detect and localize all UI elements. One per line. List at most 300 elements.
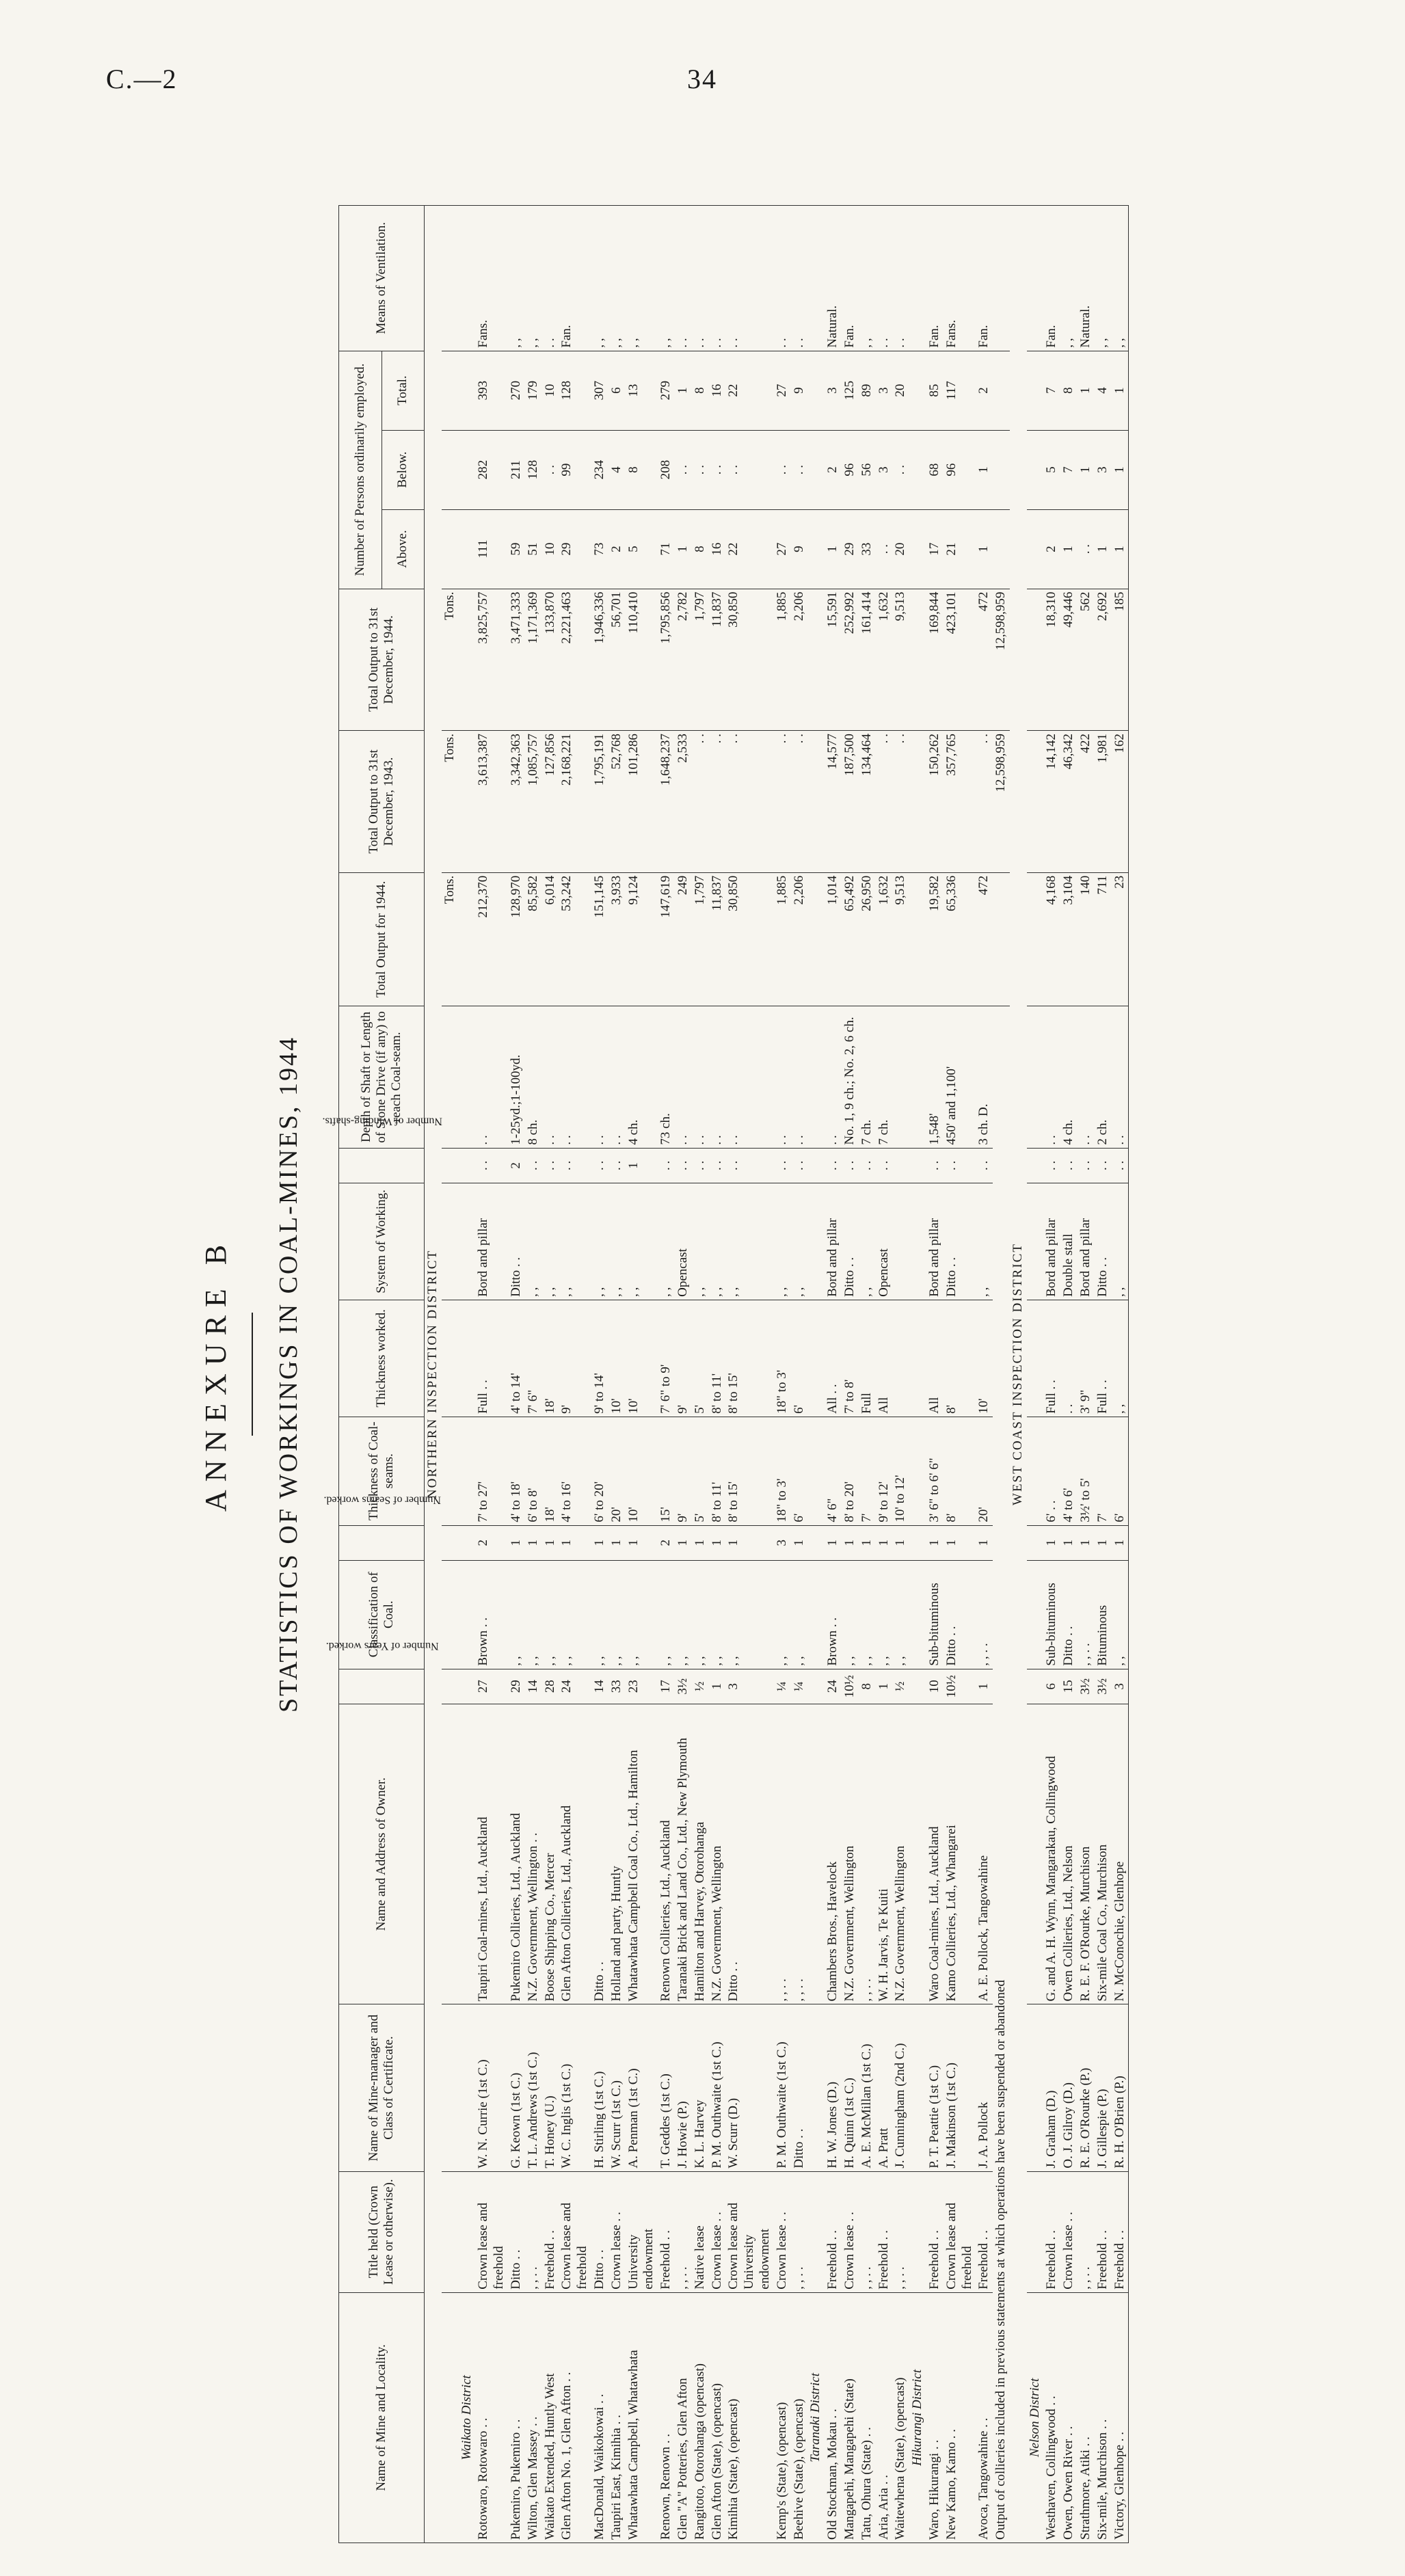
section-heading: NORTHERN INSPECTION DISTRICT: [425, 206, 442, 2543]
cell-mgr: [807, 2004, 825, 2171]
northern-district-rows: [425, 206, 993, 2543]
cell-mgr: H. W. Jones (D.): [825, 2004, 842, 2171]
cell-below: [807, 430, 825, 509]
cell-o44: [807, 872, 825, 1006]
cell-worked: 7' 6": [525, 1300, 542, 1417]
col-owner: Name and Address of Owner.: [339, 1704, 425, 2004]
cell-thk: 3' 6" to 6' 6": [926, 1417, 944, 1525]
cell-below: [909, 430, 926, 509]
cell-owner: N.Z. Government, Wellington: [709, 1704, 726, 2004]
cell-title: Crown lease . .: [709, 2171, 726, 2292]
cell-shafts: . .: [725, 1148, 773, 1183]
cell-owner: Waro Coal-mines, Ltd., Auckland: [926, 1704, 944, 2004]
cell-ot: 562: [1078, 589, 1095, 731]
cell-thk: [1027, 1417, 1044, 1525]
cell-worked: All: [876, 1300, 893, 1417]
cell-seams: 1: [1112, 1525, 1129, 1560]
cell-depth: [459, 1006, 476, 1149]
cell-below: 282: [475, 430, 508, 509]
col-total: Total.: [382, 351, 425, 430]
cell-above: [807, 509, 825, 589]
annexure-heading: ANNEXURE B: [199, 1236, 232, 1512]
heading-rule: [252, 1313, 253, 1436]
cell-title: Ditto . .: [591, 2171, 608, 2292]
cell-cls: , ,: [591, 1560, 608, 1669]
cell-o44: 11,837: [709, 872, 726, 1006]
cell-mine: Victory, Glenhope . .: [1112, 2292, 1129, 2543]
cell-ot: 1,171,369: [525, 589, 542, 731]
cell-yrs: 1: [876, 1669, 893, 1704]
cell-total: [807, 351, 825, 430]
cell-o43: 162: [1112, 731, 1129, 873]
col-depth: Depth of Shaft or Length of Stone Drive (if any) to reach Coal-seam.: [339, 1006, 425, 1149]
cell-thk: 9' to 12': [876, 1417, 893, 1525]
cell-seams: 1: [559, 1525, 591, 1560]
cell-o43: 1,981: [1095, 731, 1112, 873]
table-row: [859, 206, 876, 2543]
cell-total: [459, 351, 476, 430]
cell-mgr: J. Graham (D.): [1043, 2004, 1060, 2171]
cell-sys: Double stall: [1060, 1183, 1078, 1300]
cell-ot: 3,825,757: [475, 589, 508, 731]
cell-cls: Ditto . .: [1060, 1560, 1078, 1669]
cell-total: 85: [926, 351, 944, 430]
cell-o43: . .: [725, 731, 773, 873]
cell-above: 1: [1112, 509, 1129, 589]
cell-above: [1027, 509, 1044, 589]
cell-shafts: . .: [859, 1148, 876, 1183]
cell-cls: , ,: [542, 1560, 559, 1669]
cell-o43: 134,464: [859, 731, 876, 873]
cell-shafts: [892, 1148, 909, 1183]
cell-mgr: T. L. Andrews (1st C.): [525, 2004, 542, 2171]
coal-mine-statistics-table: [322, 205, 1129, 2543]
cell-depth: 3 ch. D.: [976, 1006, 993, 1149]
table-row: [626, 206, 658, 2543]
cell-cls: [459, 1560, 476, 1669]
cell-vent: Natural.: [1078, 206, 1095, 351]
cell-owner: Owen Collieries, Ltd., Nelson: [1060, 1704, 1078, 2004]
cell-depth: . .: [608, 1006, 626, 1149]
cell-title: Freehold . .: [658, 2171, 675, 2292]
cell-title: Crown lease . .: [842, 2171, 859, 2292]
cell-owner: G. and A. H. Wynn, Mangarakau, Collingwood: [1043, 1704, 1060, 2004]
cell-title: , , . .: [675, 2171, 692, 2292]
cell-cls: , ,: [859, 1560, 876, 1669]
cell-o43: [807, 731, 825, 873]
cell-worked: 9': [559, 1300, 591, 1417]
cell-worked: 5': [692, 1300, 709, 1417]
cell-vent: , ,: [1112, 206, 1129, 351]
cell-owner: Ditto . .: [725, 1704, 773, 2004]
cell-above: 51: [525, 509, 542, 589]
cell-seams: 1: [1078, 1525, 1095, 1560]
cell-below: 56: [859, 430, 876, 509]
cell-cls: , ,: [842, 1560, 859, 1669]
cell-yrs: ½: [692, 1669, 709, 1704]
col-persons-group: Number of Persons ordinarily employed.: [339, 351, 382, 589]
note-text: Output of collieries included in previous statements at which operations have been suspended or abandoned: [993, 1006, 1010, 2543]
cell-worked: All . .: [825, 1300, 842, 1417]
cell-o44: 711: [1095, 872, 1112, 1006]
cell-seams: 1: [542, 1525, 559, 1560]
table-row: [842, 206, 859, 2543]
cell-mine: Kemp's (State), (opencast): [774, 2292, 791, 2543]
cell-mgr: R. H. O'Brien (P.): [1112, 2004, 1129, 2171]
cell-mgr: J. A. Pollock: [976, 2004, 993, 2171]
col-classification: Classification of Coal.: [339, 1560, 425, 1669]
cell-thk: 8' to 20': [842, 1417, 859, 1525]
cell-above: 22: [725, 509, 773, 589]
table-row: [876, 206, 893, 2543]
cell-ot: 133,870: [542, 589, 559, 731]
cell-title: Freehold . .: [1112, 2171, 1129, 2292]
cell-mgr: G. Keown (1st C.): [508, 2004, 525, 2171]
cell-vent: Fan.: [926, 206, 944, 351]
cell-ot: 1,946,336: [591, 589, 608, 731]
cell-thk: 10': [626, 1417, 658, 1525]
cell-depth: . .: [692, 1006, 709, 1149]
cell-sys: Ditto . .: [508, 1183, 525, 1300]
cell-shafts: [807, 1148, 825, 1183]
cell-yrs: 14: [525, 1669, 542, 1704]
cell-sys: , ,: [542, 1183, 559, 1300]
cell-o44: 85,582: [525, 872, 542, 1006]
cell-below: 208: [658, 430, 675, 509]
cell-above: 29: [842, 509, 859, 589]
cell-o43: 187,500: [842, 731, 859, 873]
cell-o43: . .: [876, 731, 893, 873]
cell-mgr: W. Scurr (1st C.): [608, 2004, 626, 2171]
cell-seams: 1: [976, 1525, 993, 1560]
cell-sys: , ,: [692, 1183, 709, 1300]
table-row: [976, 206, 993, 2543]
cell-thk: 20': [608, 1417, 626, 1525]
cell-mgr: T. Geddes (1st C.): [658, 2004, 675, 2171]
section-heading: WEST COAST INSPECTION DISTRICT: [1010, 206, 1027, 2543]
cell-owner: Pukemiro Collieries, Ltd., Auckland: [508, 1704, 525, 2004]
cell-vent: [1027, 206, 1044, 351]
cell-seams: [909, 1525, 926, 1560]
cell-owner: [807, 1704, 825, 2004]
cell-yrs: 10½: [842, 1669, 859, 1704]
cell-owner: N. McConochie, Glenhope: [1112, 1704, 1129, 2004]
cell-owner: Taranaki Brick and Land Co., Ltd., New Plymouth: [675, 1704, 692, 2004]
cell-mgr: W. C. Inglis (1st C.): [559, 2004, 591, 2171]
cell-total: 9: [791, 351, 808, 430]
cell-above: 16: [709, 509, 726, 589]
cell-total: 1: [1112, 351, 1129, 430]
cell-cls: , ,: [692, 1560, 709, 1669]
cell-mine: Avoca, Tangowahine . .: [976, 2292, 993, 2543]
cell-ot: 18,310: [1043, 589, 1060, 731]
cell-seams: 2: [475, 1525, 508, 1560]
cell-owner: [459, 1704, 476, 2004]
cell-title: Freehold . .: [1095, 2171, 1112, 2292]
cell-seams: 1: [926, 1525, 944, 1560]
cell-o44: 30,850: [725, 872, 773, 1006]
cell-ot: 185: [1112, 589, 1129, 731]
cell-below: . .: [774, 430, 791, 509]
cell-o44: 4,168: [1043, 872, 1060, 1006]
cell-mgr: J. Gillespie (P.): [1095, 2004, 1112, 2171]
cell-o44: 2,206: [791, 872, 808, 1006]
cell-shafts: . .: [591, 1148, 608, 1183]
cell-seams: 1: [508, 1525, 525, 1560]
cell-shafts: . .: [559, 1148, 591, 1183]
cell-owner: N.Z. Government, Wellington . .: [525, 1704, 542, 2004]
cell-o43: . .: [791, 731, 808, 873]
cell-shafts: . .: [709, 1148, 726, 1183]
col-title-held: Title held (Crown Lease or otherwise).: [339, 2171, 425, 2292]
cell-vent: . .: [791, 206, 808, 351]
cell-total: 89: [859, 351, 876, 430]
cell-mgr: J. Howie (P.): [675, 2004, 692, 2171]
cell-sys: Ditto . .: [842, 1183, 859, 1300]
cell-total: 3: [825, 351, 842, 430]
cell-ot: 1,797: [692, 589, 709, 731]
cell-thk: 4' to 16': [559, 1417, 591, 1525]
district-heading-row: [1027, 206, 1044, 2543]
cell-mgr: [1027, 2004, 1044, 2171]
cell-cls: , ,: [508, 1560, 525, 1669]
cell-worked: All: [926, 1300, 944, 1417]
cell-below: 96: [944, 430, 976, 509]
cell-title: Crown lease and freehold: [559, 2171, 591, 2292]
cell-o43: [909, 731, 926, 873]
cell-total: 1: [675, 351, 692, 430]
cell-o44: [909, 872, 926, 1006]
cell-seams: 2: [658, 1525, 675, 1560]
cell-total: 27: [774, 351, 791, 430]
cell-worked: 4' to 14': [508, 1300, 525, 1417]
cell-total: 270: [508, 351, 525, 430]
cell-mgr: A. Pratt: [876, 2004, 893, 2171]
cell-mine: Old Stockman, Mokau . .: [825, 2292, 842, 2543]
cell-total: 20: [892, 351, 909, 430]
cell-seams: 1: [1060, 1525, 1078, 1560]
cell-ot: 30,850: [725, 589, 773, 731]
cell-thk: 6' . .: [1043, 1417, 1060, 1525]
cell-worked: 8' to 15': [725, 1300, 773, 1417]
cell-vent: . .: [774, 206, 791, 351]
cell-worked: 18': [542, 1300, 559, 1417]
cell-sys: Bord and pillar: [475, 1183, 508, 1300]
cell-owner: , , . .: [791, 1704, 808, 2004]
cell-yrs: 10: [926, 1669, 944, 1704]
col-output-1943: Total Output to 31st December, 1943.: [339, 731, 425, 873]
cell-owner: , , . .: [859, 1704, 876, 2004]
cell-depth: . .: [725, 1006, 773, 1149]
cell-total: 3: [876, 351, 893, 430]
cell-title: Freehold . .: [976, 2171, 993, 2292]
table-row: [508, 206, 525, 2543]
cell-o43: 3,613,387: [475, 731, 508, 873]
cell-depth: . .: [791, 1006, 808, 1149]
cell-shafts: . .: [944, 1148, 976, 1183]
cell-mine: Pukemiro, Pukemiro . .: [508, 2292, 525, 2543]
cell-mine: Waro, Hikurangi . .: [926, 2292, 944, 2543]
cell-above: 27: [774, 509, 791, 589]
cell-cls: Brown . .: [475, 1560, 508, 1669]
cell-yrs: 3: [1112, 1669, 1129, 1704]
units-label: Tons.: [442, 731, 459, 873]
cell-yrs: [1027, 1669, 1044, 1704]
cell-yrs: 8: [859, 1669, 876, 1704]
cell-thk: 3½' to 5': [1078, 1417, 1095, 1525]
cell-shafts: [909, 1148, 926, 1183]
cell-o43: 3,342,363: [508, 731, 525, 873]
table-row: [725, 206, 773, 2543]
table-row: [1043, 206, 1060, 2543]
table-row: [559, 206, 591, 2543]
col-thickness-seams: Thickness of Coal-seams.: [339, 1417, 425, 1525]
cell-depth: 450' and 1,100': [944, 1006, 976, 1149]
cell-total: 13: [626, 351, 658, 430]
cell-title: University endowment: [626, 2171, 658, 2292]
cell-below: 7: [1060, 430, 1078, 509]
cell-vent: . .: [709, 206, 726, 351]
cell-mgr: A. Penman (1st C.): [626, 2004, 658, 2171]
cell-depth: 1,548': [926, 1006, 944, 1149]
cell-shafts: . .: [675, 1148, 692, 1183]
cell-o44: 3,933: [608, 872, 626, 1006]
cell-mine: Aria, Aria . .: [876, 2292, 893, 2543]
cell-depth: . .: [709, 1006, 726, 1149]
cell-sys: , ,: [626, 1183, 658, 1300]
cell-cls: , , . .: [976, 1560, 993, 1669]
cell-shafts: 2: [508, 1148, 525, 1183]
cell-owner: N.Z. Government, Wellington: [842, 1704, 859, 2004]
cell-cls: [1027, 1560, 1044, 1669]
cell-depth: . .: [675, 1006, 692, 1149]
cell-sys: Ditto . .: [1095, 1183, 1112, 1300]
cell-yrs: [909, 1669, 926, 1704]
cell-seams: 1: [608, 1525, 626, 1560]
cell-mgr: P. T. Peattie (1st C.): [926, 2004, 944, 2171]
cell-title: Crown lease . .: [774, 2171, 791, 2292]
cell-yrs: 17: [658, 1669, 675, 1704]
cell-title: Crown lease . .: [1060, 2171, 1078, 2292]
cell-owner: Glen Afton Collieries, Ltd., Auckland: [559, 1704, 591, 2004]
cell-o43: [1027, 731, 1044, 873]
cell-yrs: 15: [1060, 1669, 1078, 1704]
cell-title: Native lease: [692, 2171, 709, 2292]
cell-mgr: [459, 2004, 476, 2171]
cell-depth: . .: [559, 1006, 591, 1149]
cell-yrs: 1: [709, 1669, 726, 1704]
cell-worked: Full . .: [475, 1300, 508, 1417]
cell-mgr: R. E. O'Rourke (P.): [1078, 2004, 1095, 2171]
cell-mine: New Kamo, Kamo . .: [944, 2292, 976, 2543]
cell-cls: , ,: [876, 1560, 893, 1669]
table-row: [608, 206, 626, 2543]
cell-worked: 9': [675, 1300, 692, 1417]
cell-ot: 161,414: [859, 589, 876, 731]
cell-shafts: . .: [1112, 1148, 1129, 1183]
cell-thk: 9': [675, 1417, 692, 1525]
cell-sys: Bord and pillar: [825, 1183, 842, 1300]
cell-seams: 1: [791, 1525, 808, 1560]
rotated-page-content: [198, 205, 1279, 2543]
table-row: [774, 206, 791, 2543]
cell-total: 279: [658, 351, 675, 430]
cell-vent: . .: [892, 206, 909, 351]
cell-mine: Whatawhata Campbell, Whatawhata: [626, 2292, 658, 2543]
cell-owner: A. E. Pollock, Tangowahine: [976, 1704, 993, 2004]
cell-mine: Rangitoto, Otorohanga (opencast): [692, 2292, 709, 2543]
cell-above: 5: [626, 509, 658, 589]
cell-thk: 7': [859, 1417, 876, 1525]
cell-o44: 53,242: [559, 872, 591, 1006]
cell-total: [1027, 351, 1044, 430]
table-row: [1078, 206, 1095, 2543]
cell-depth: . .: [475, 1006, 508, 1149]
cell-worked: [892, 1300, 909, 1417]
cell-owner: R. E. F. O'Rourke, Murchison: [1078, 1704, 1095, 2004]
cell-worked: [807, 1300, 825, 1417]
cell-cls: , ,: [1112, 1560, 1129, 1669]
cell-vent: Fans.: [475, 206, 508, 351]
cell-worked: [1027, 1300, 1044, 1417]
cell-seams: 1: [842, 1525, 859, 1560]
cell-below: 8: [626, 430, 658, 509]
cell-below: 128: [525, 430, 542, 509]
cell-mine: Waikato District: [459, 2292, 476, 2543]
cell-yrs: ¼: [791, 1669, 808, 1704]
cell-owner: Boose Shipping Co., Mercer: [542, 1704, 559, 2004]
cell-above: 1: [1095, 509, 1112, 589]
cell-o44: 147,619: [658, 872, 675, 1006]
cell-vent: , ,: [608, 206, 626, 351]
cell-below: 68: [926, 430, 944, 509]
units-label: Tons.: [442, 872, 459, 1006]
cell-sys: [459, 1183, 476, 1300]
cell-shafts: . .: [774, 1148, 791, 1183]
cell-shafts: . .: [608, 1148, 626, 1183]
cell-below: . .: [709, 430, 726, 509]
cell-below: [1027, 430, 1044, 509]
cell-sys: , ,: [976, 1183, 993, 1300]
cell-vent: , ,: [626, 206, 658, 351]
cell-below: . .: [675, 430, 692, 509]
cell-total: [909, 351, 926, 430]
col-seams: Number of Seams worked.: [339, 1525, 425, 1560]
cell-total: 6: [608, 351, 626, 430]
cell-above: 29: [559, 509, 591, 589]
cell-total: 125: [842, 351, 859, 430]
cell-o44: 19,582: [926, 872, 944, 1006]
west-coast-district-rows: [1010, 206, 1129, 2543]
cell-o43: . .: [774, 731, 791, 873]
cell-o43: 14,142: [1043, 731, 1060, 873]
cell-mine: Hikurangi District: [909, 2292, 926, 2543]
cell-owner: Ditto . .: [591, 1704, 608, 2004]
cell-mine: Owen, Owen River . .: [1060, 2292, 1078, 2543]
cell-sys: , ,: [591, 1183, 608, 1300]
cell-ot: [459, 589, 476, 731]
cell-vent: Fan.: [842, 206, 859, 351]
cell-sys: , ,: [725, 1183, 773, 1300]
cell-ot: 1,632: [876, 589, 893, 731]
cell-depth: 73 ch.: [658, 1006, 675, 1149]
cell-shafts: . .: [1043, 1148, 1060, 1183]
cell-yrs: 24: [825, 1669, 842, 1704]
cell-worked: 10': [608, 1300, 626, 1417]
cell-mgr: W. N. Currie (1st C.): [475, 2004, 508, 2171]
cell-thk: 4' to 18': [508, 1417, 525, 1525]
cell-sys: Opencast: [876, 1183, 893, 1300]
